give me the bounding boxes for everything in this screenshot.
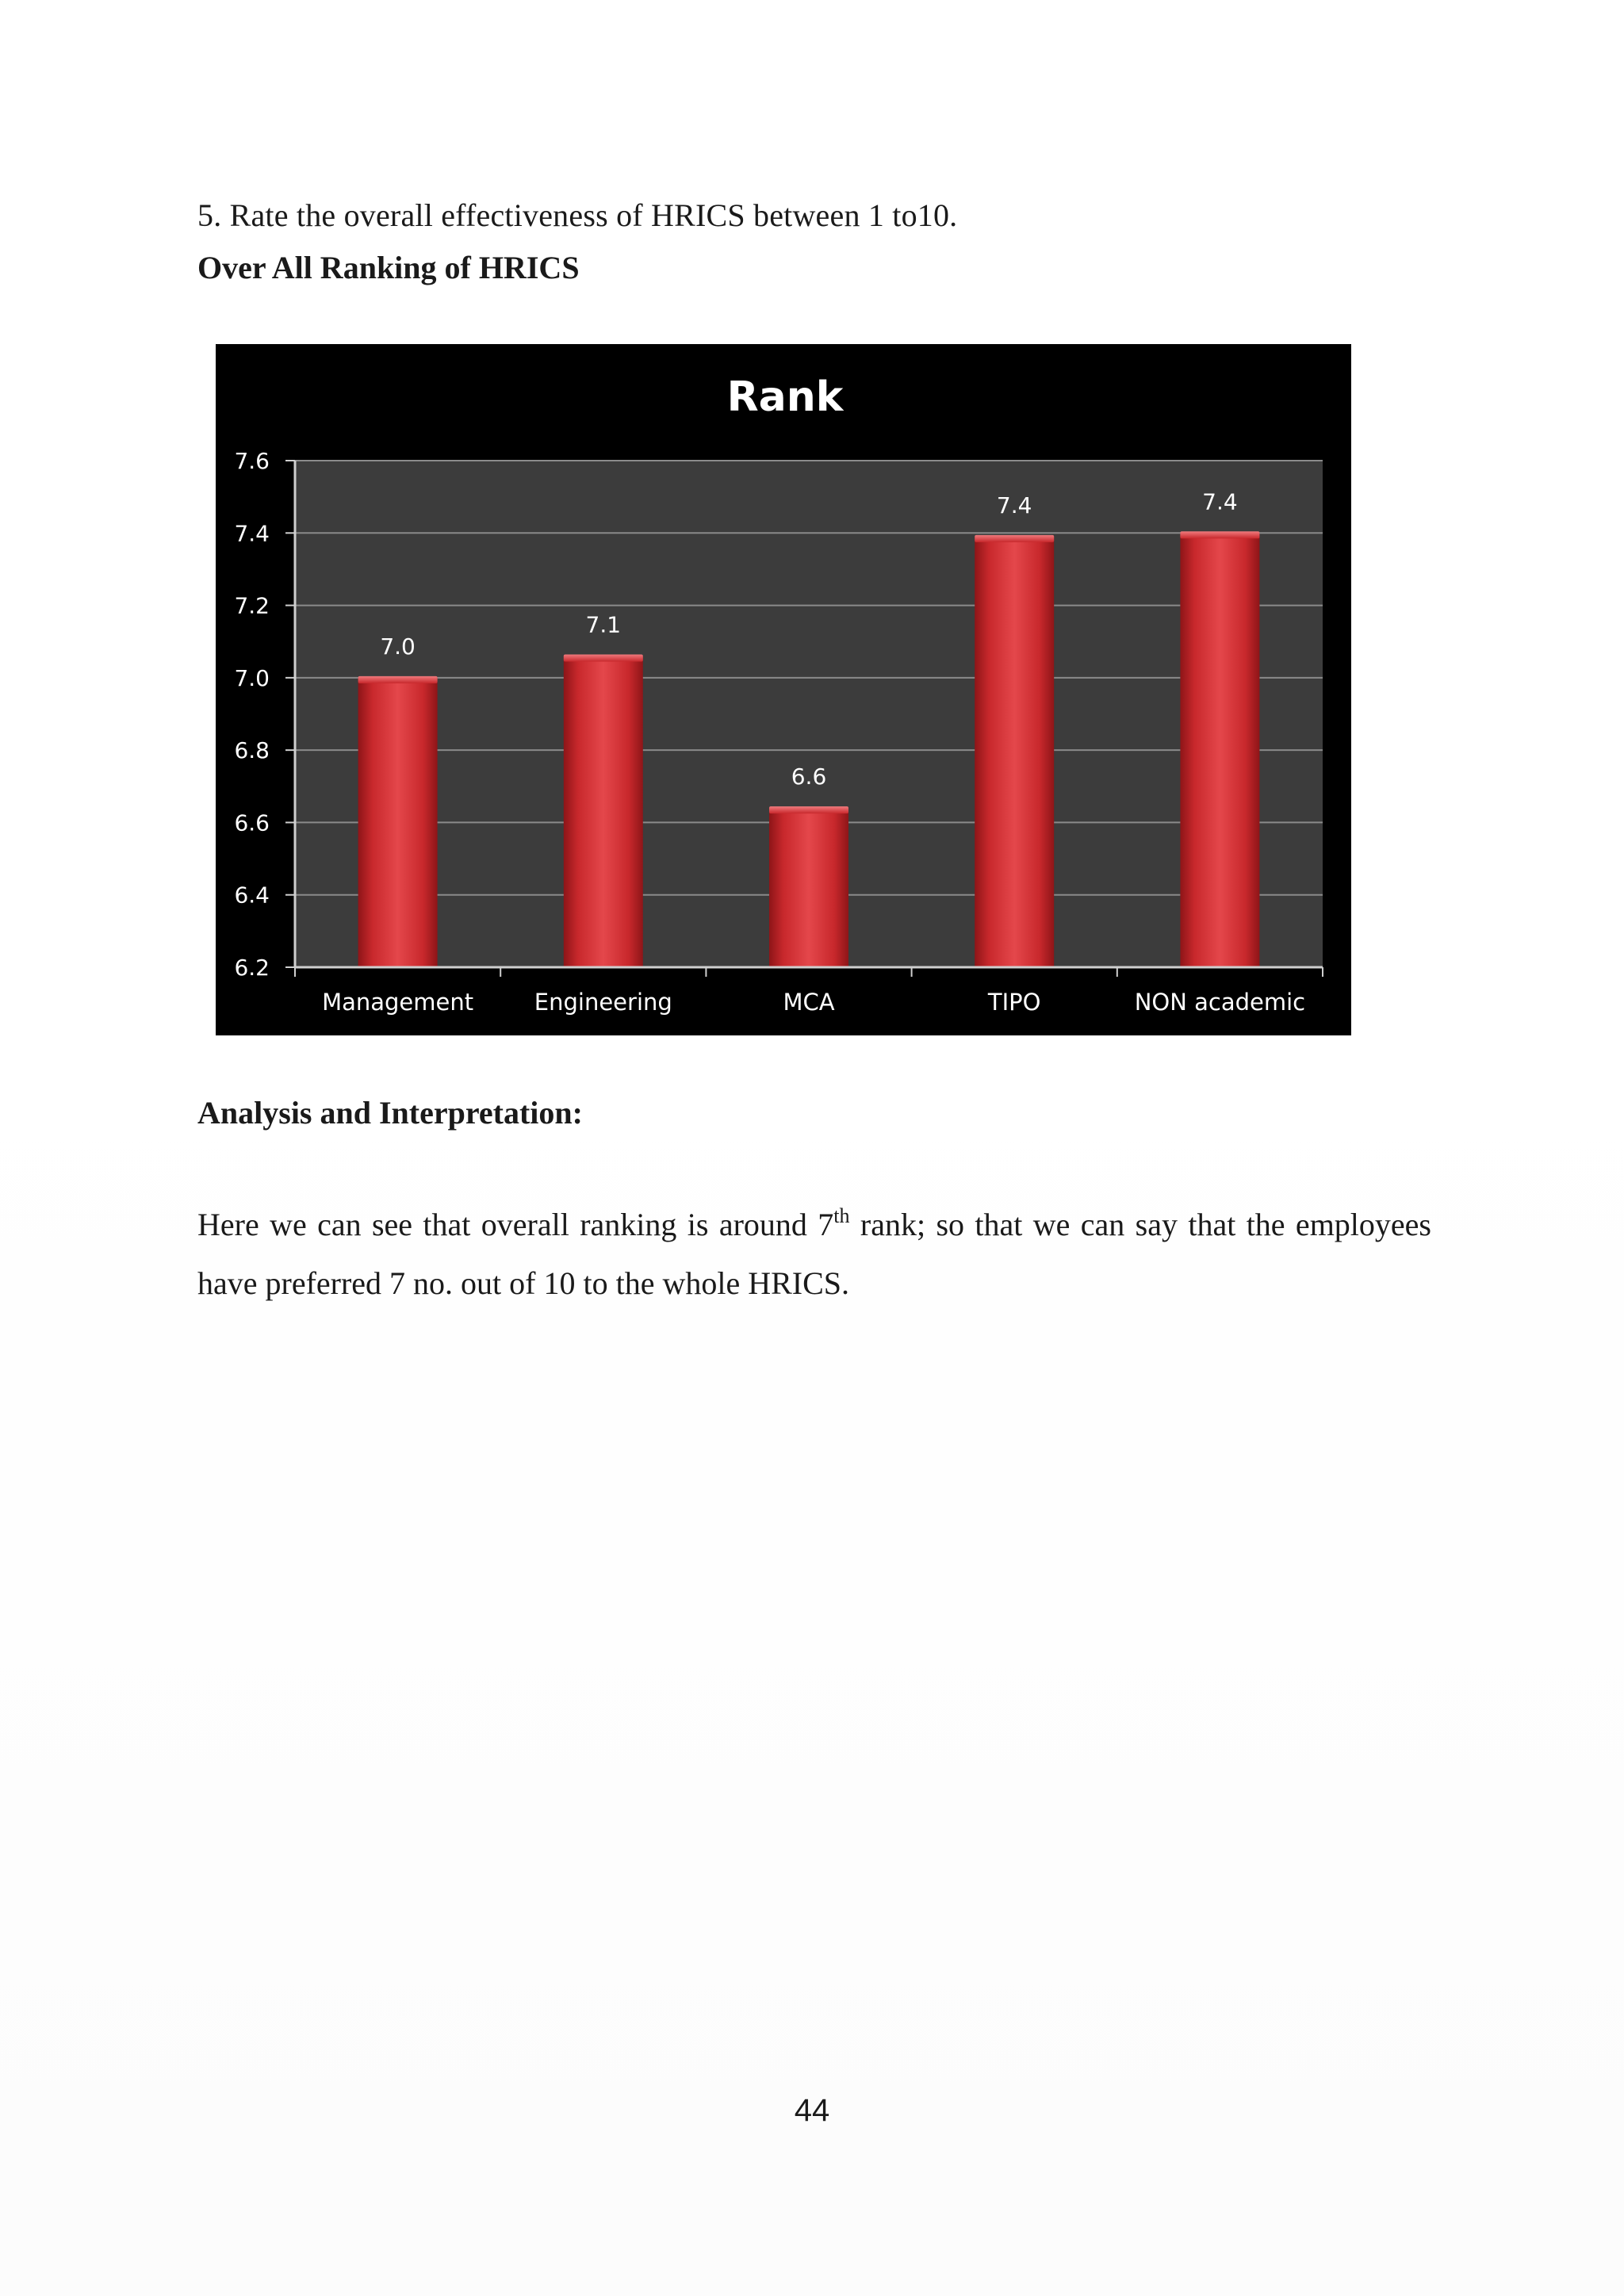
paragraph-part-2: rank; so that we can say that the employees have preferred 7 no. out of 10 to the whole HRICS.	[197, 1207, 1431, 1301]
bar-group	[769, 806, 848, 967]
y-tick-label: 7.0	[234, 664, 270, 691]
bar	[975, 537, 1054, 967]
question-text: 5. Rate the overall effectiveness of HRICS between 1 to10.	[197, 197, 958, 233]
bar-top-highlight	[564, 654, 643, 661]
x-tick-label: Management	[322, 989, 474, 1016]
y-tick-label: 7.2	[234, 592, 270, 619]
section-heading: Over All Ranking of HRICS	[197, 250, 580, 285]
bar	[1180, 533, 1259, 967]
paragraph-part-1: Here we can see that overall ranking is around 7	[197, 1207, 834, 1242]
page-number: 44	[794, 2093, 830, 2128]
y-tick-label: 7.4	[234, 520, 270, 547]
bar-group	[975, 535, 1054, 967]
data-label: 7.4	[996, 492, 1032, 519]
y-tick-label: 6.8	[234, 737, 270, 764]
bar-top-highlight	[975, 535, 1054, 542]
y-tick-label: 7.6	[234, 448, 270, 474]
y-tick-label: 6.2	[234, 955, 270, 981]
rank-bar-chart	[216, 344, 1351, 1035]
chart-svg	[216, 344, 1351, 1035]
data-label: 7.0	[380, 633, 416, 660]
bar-top-highlight	[1180, 531, 1259, 538]
superscript-th: th	[833, 1204, 850, 1227]
data-label: 6.6	[791, 763, 827, 790]
x-tick-label: Engineering	[534, 989, 672, 1016]
bar-group	[358, 676, 438, 967]
x-tick-label: MCA	[783, 989, 835, 1016]
bar-top-highlight	[769, 806, 848, 813]
y-tick-label: 6.6	[234, 809, 270, 836]
y-tick-label: 6.4	[234, 882, 270, 909]
x-tick-label: TIPO	[987, 989, 1041, 1016]
bar	[564, 656, 643, 967]
chart-title: Rank	[726, 373, 844, 421]
bar-group	[1180, 531, 1259, 967]
analysis-heading: Analysis and Interpretation:	[197, 1095, 583, 1131]
bar	[358, 678, 438, 967]
x-tick-label: NON academic	[1134, 989, 1306, 1016]
bar-group	[564, 654, 643, 967]
data-label: 7.4	[1202, 488, 1238, 515]
interpretation-paragraph	[197, 1196, 1431, 1313]
bar-top-highlight	[358, 676, 438, 683]
data-label: 7.1	[585, 611, 622, 638]
bar	[769, 808, 848, 967]
